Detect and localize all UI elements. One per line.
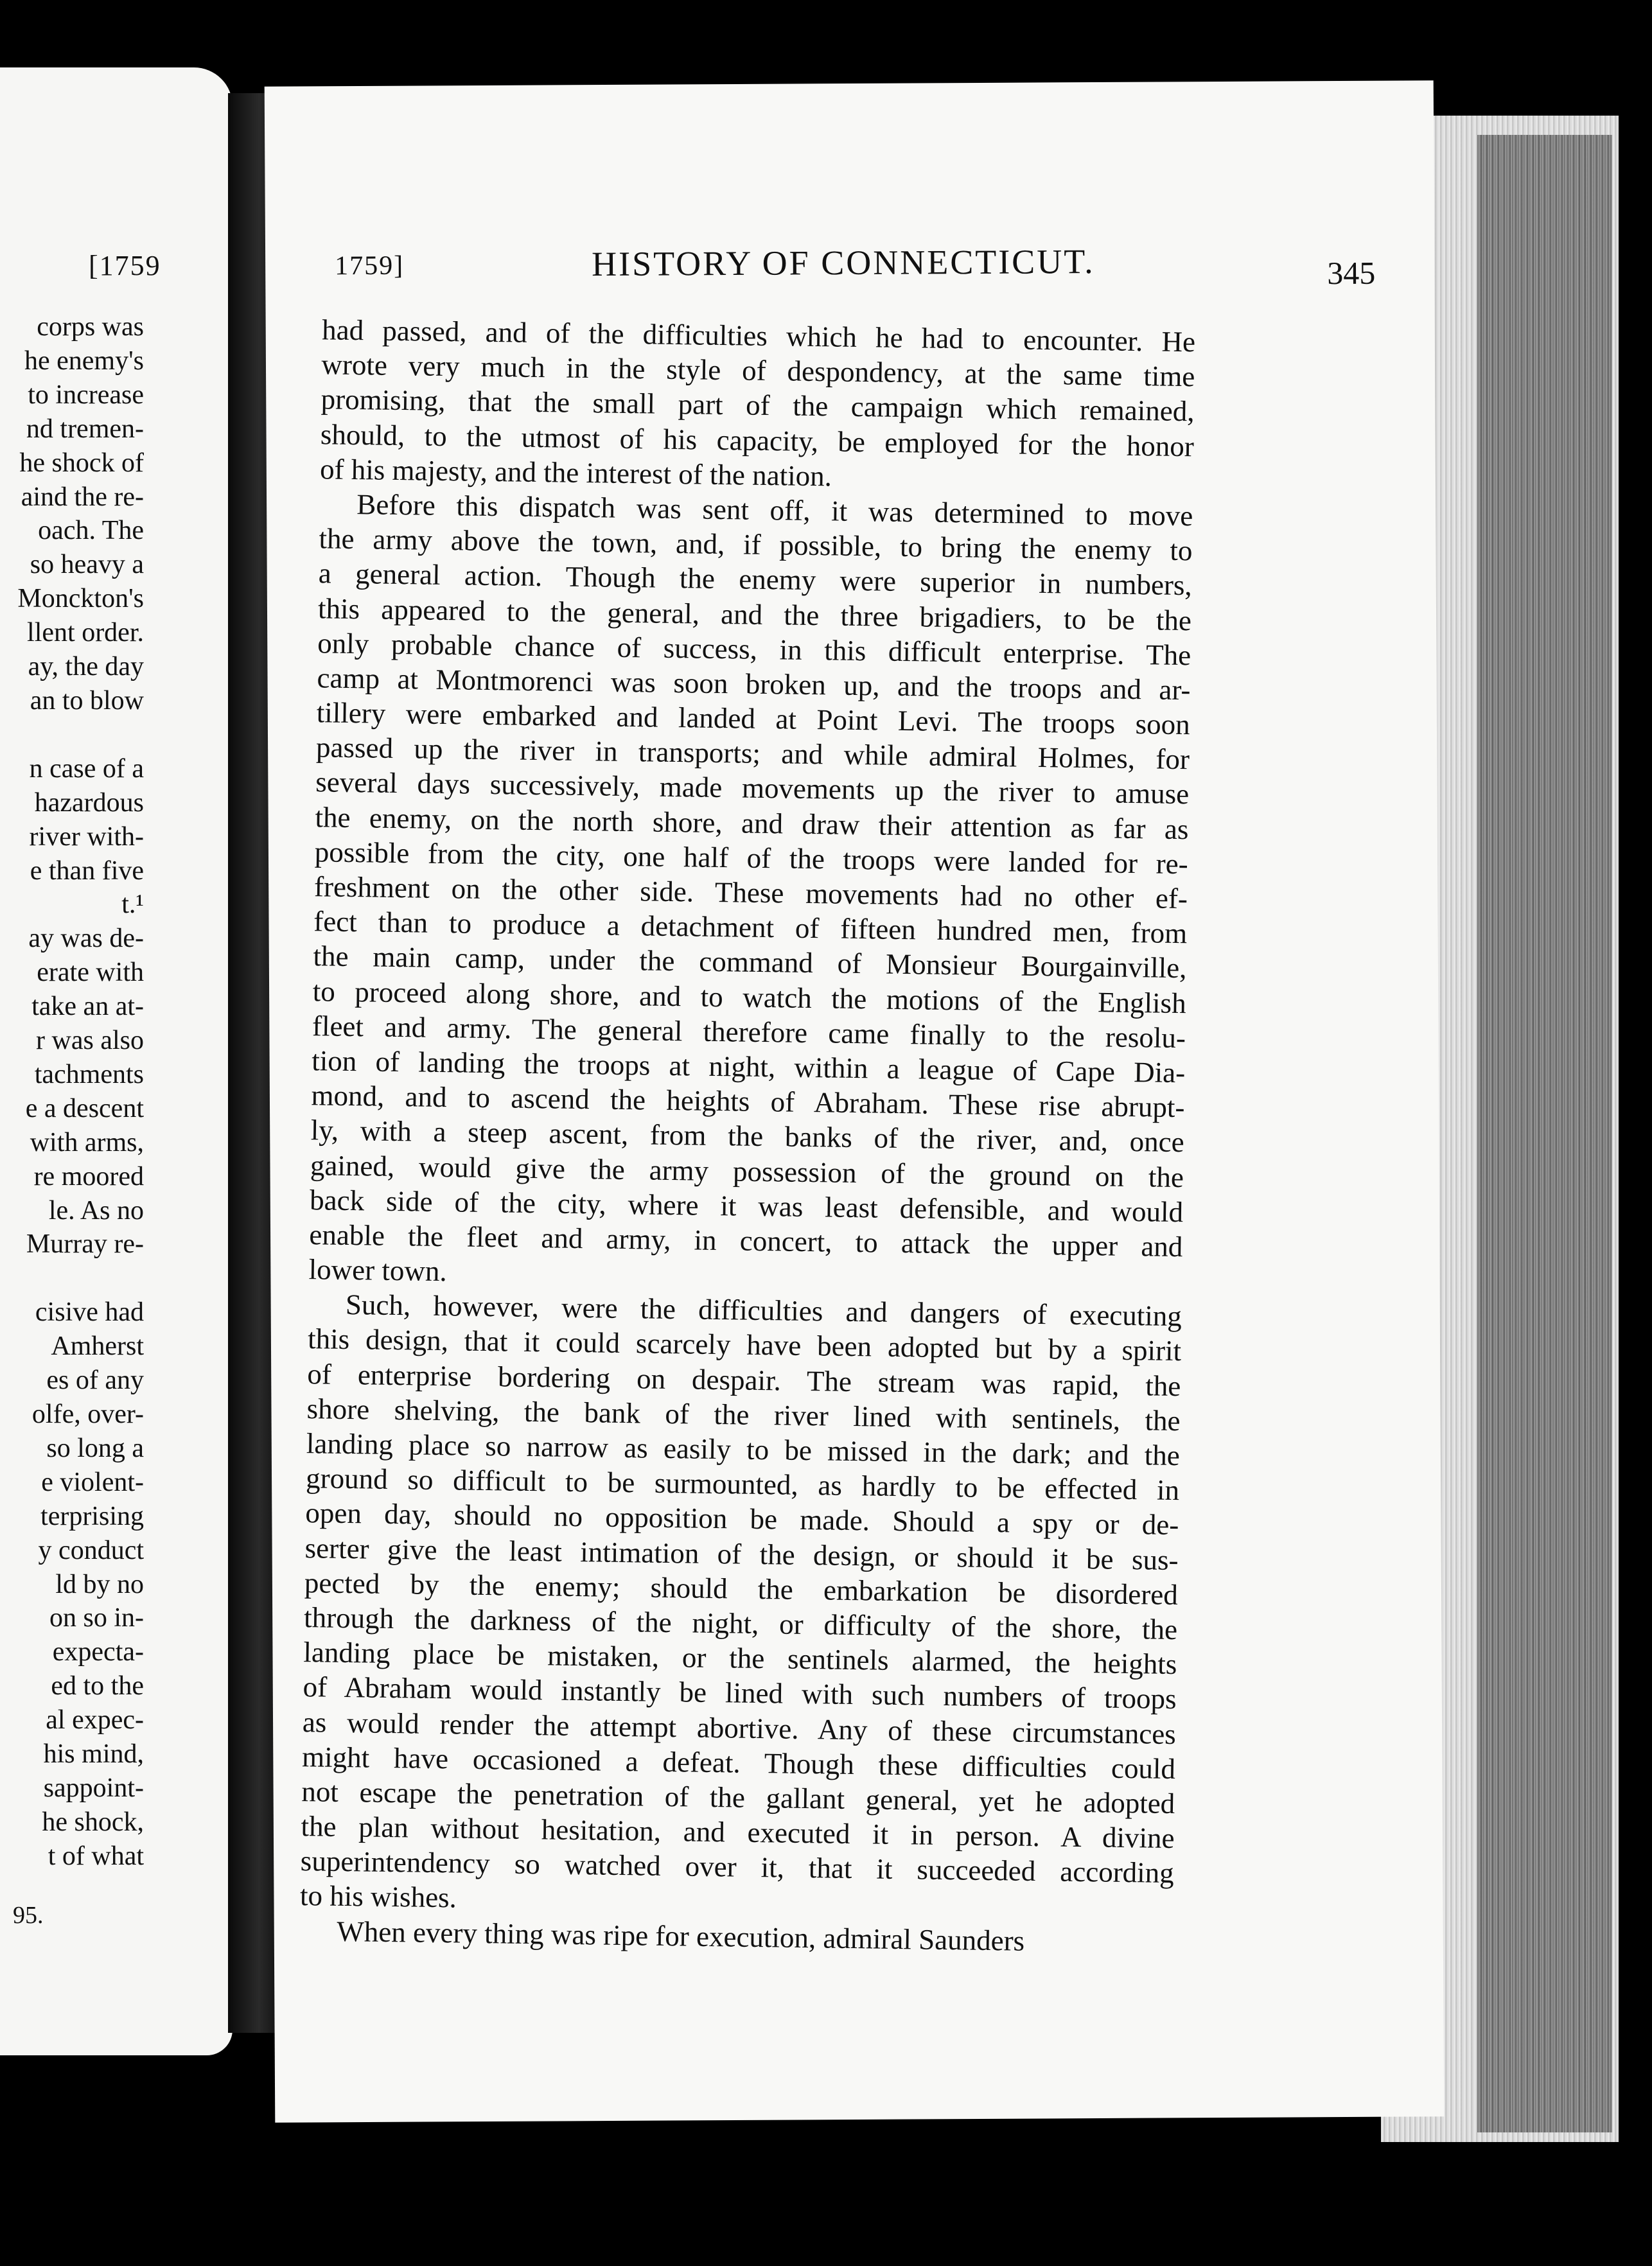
text-line: superintendency so watched over it, that it succeeded according <box>300 1845 1175 1890</box>
text-line: tion of landing the troops at night, within a league of Cape Dia- <box>311 1044 1186 1089</box>
left-text-line: oach. The <box>38 516 144 546</box>
left-text-line: tachments <box>34 1059 144 1089</box>
left-text-line: e than five <box>30 856 144 886</box>
text-line: freshment on the other side. These movements had no other ef- <box>313 870 1188 915</box>
left-text-line: r was also <box>36 1026 144 1056</box>
text-line: pected by the enemy; should the embarkation be disordered <box>304 1566 1179 1611</box>
text-line: wrote very much in the style of despondency, at the same time <box>321 348 1195 393</box>
text-line: the main camp, under the command of Monsieur Bourgainville, <box>313 940 1187 985</box>
left-text-line: aind the re- <box>21 482 144 512</box>
left-text-line: n case of a <box>29 753 144 784</box>
text-line: shore shelving, the bank of the river lined with sentinels, the <box>306 1392 1181 1437</box>
text-line: as would render the attempt abortive. Any of these circumstances <box>302 1705 1177 1750</box>
text-line: fect than to produce a detachment of fifteen hundred men, from <box>313 905 1188 950</box>
left-text-line: he shock, <box>42 1807 144 1837</box>
text-line: passed up the river in transports; and while admiral Holmes, for <box>315 731 1190 776</box>
text-line: When every thing was ripe for execution, admiral Saunders <box>337 1915 1025 1957</box>
left-text-line <box>17 1261 144 1295</box>
text-line: fleet and army. The general therefore came finally to the resolu- <box>312 1009 1186 1054</box>
left-text-line: e violent- <box>41 1467 144 1497</box>
text-line: of his majesty, and the interest of the nation. <box>319 453 832 493</box>
left-text-line: ay, the day <box>28 652 144 682</box>
running-head-title: HISTORY OF CONNECTICUT. <box>592 242 1095 284</box>
left-text-line: Murray re- <box>26 1229 144 1260</box>
text-line: to his wishes. <box>299 1879 457 1914</box>
text-line: only probable chance of success, in this difficult enterprise. The <box>317 626 1191 671</box>
left-facing-page <box>0 67 233 2055</box>
text-line: mond, and to ascend the heights of Abraham. These rise abrupt- <box>311 1079 1185 1124</box>
text-line: had passed, and of the difficulties which he had to encounter. He <box>321 313 1196 358</box>
text-line: this appeared to the general, and the three brigadiers, to be the <box>317 592 1192 637</box>
left-text-line: y conduct <box>38 1535 144 1565</box>
text-line: enable the fleet and army, in concert, to attack the upper and <box>309 1218 1183 1263</box>
text-line: Before this dispatch was sent off, it was determined to move <box>356 488 1193 532</box>
text-line: not escape the penetration of the gallant general, yet he adopted <box>301 1775 1175 1820</box>
left-text-line: sappoint- <box>43 1773 144 1803</box>
text-line: open day, should no opposition be made. Should a spy or de- <box>305 1497 1179 1541</box>
text-line: gained, would give the army possession of the ground on the <box>310 1148 1184 1193</box>
left-running-head: [1759 <box>89 250 161 281</box>
text-line: of Abraham would instantly be lined with such numbers of troops <box>303 1671 1177 1716</box>
left-text-line: river with- <box>29 821 144 852</box>
left-text-line: re moored <box>33 1161 144 1191</box>
left-text-line: Monckton's <box>17 584 144 614</box>
left-text-line: on so in- <box>49 1603 144 1633</box>
left-text-line: he shock of <box>19 448 144 478</box>
left-text-line: his mind, <box>43 1739 144 1770</box>
text-line: Such, however, were the difficulties and dangers of executing <box>345 1288 1182 1333</box>
text-line: the enemy, on the north shore, and draw their attention as far as <box>315 800 1189 845</box>
left-footnote: 95. <box>13 1902 44 1929</box>
text-line: lower town. <box>308 1253 448 1288</box>
left-text-line: es of any <box>46 1366 144 1396</box>
left-text-line: t.¹ <box>121 890 144 920</box>
text-line: a general action. Though the enemy were superior in numbers, <box>318 557 1193 602</box>
left-text-line: corps was <box>37 312 144 342</box>
left-text-line <box>17 718 144 752</box>
left-text-line: llent order. <box>27 618 144 648</box>
left-text-line: expecta- <box>52 1637 144 1667</box>
text-line: several days successively, made movements up the river to amuse <box>315 766 1190 811</box>
text-line: promising, that the small part of the campaign which remained, <box>321 383 1195 428</box>
main-page <box>265 80 1445 2122</box>
text-line: to proceed along shore, and to watch the motions of the English <box>312 974 1187 1019</box>
left-text-line: le. As no <box>48 1195 144 1225</box>
left-text-line: with arms, <box>30 1127 144 1157</box>
left-text-line: cisive had <box>35 1297 144 1328</box>
running-head <box>335 240 1375 290</box>
text-line: the army above the town, and, if possible, to bring the enemy to <box>319 522 1193 567</box>
body-text <box>299 312 1388 1963</box>
text-line: possible from the city, one half of the troops were landed for re- <box>314 836 1189 881</box>
text-line: tillery were embarked and landed at Point Levi. The troops soon <box>316 696 1191 741</box>
text-line: through the darkness of the night, or difficulty of the shore, the <box>303 1601 1178 1646</box>
left-text-line: so heavy a <box>30 550 144 580</box>
left-text-line: to increase <box>28 380 144 410</box>
left-page-text <box>17 310 144 1874</box>
text-line: ly, with a steep ascent, from the banks of the river, and, once <box>310 1114 1184 1159</box>
left-text-line: al expec- <box>46 1705 144 1735</box>
left-text-line: ed to the <box>51 1671 144 1701</box>
left-text-line: take an at- <box>31 992 144 1022</box>
page-edges-shadow <box>1477 135 1612 2132</box>
left-text-line: terprising <box>40 1501 144 1531</box>
text-line: camp at Montmorenci was soon broken up, and the troops and ar- <box>317 662 1191 707</box>
text-line: this design, that it could scarcely have been adopted but by a spirit <box>307 1322 1182 1367</box>
left-text-line: e a descent <box>25 1093 144 1123</box>
text-line: the plan without hesitation, and executed it in person. A divine <box>301 1810 1175 1855</box>
left-text-line: Amherst <box>51 1331 144 1362</box>
text-line: landing place so narrow as easily to be missed in the dark; and the <box>306 1427 1181 1472</box>
text-line: back side of the city, where it was least defensible, and would <box>309 1183 1184 1228</box>
left-text-line: ld by no <box>55 1569 144 1599</box>
text-line: ground so difficult to be surmounted, as hardly to be effected in <box>305 1462 1180 1507</box>
page-number: 345 <box>1327 254 1376 292</box>
left-text-line: erate with <box>37 958 144 988</box>
left-text-line: he enemy's <box>24 346 144 376</box>
left-text-line: nd tremen- <box>26 414 144 444</box>
left-text-line: an to blow <box>30 685 144 716</box>
text-line: serter give the least intimation of the design, or should it be sus- <box>304 1531 1179 1576</box>
left-text-line: ay was de- <box>28 924 144 954</box>
text-line: landing place be mistaken, or the sentinels alarmed, the heights <box>303 1636 1177 1681</box>
text-line: might have occasioned a defeat. Though these difficulties could <box>301 1740 1176 1785</box>
left-text-line: so long a <box>46 1433 144 1463</box>
text-line: of enterprise bordering on despair. The stream was rapid, the <box>307 1357 1181 1402</box>
left-text-line: hazardous <box>34 787 144 818</box>
left-text-line: olfe, over- <box>31 1400 144 1429</box>
running-head-year: 1759] <box>335 250 405 281</box>
left-text-line: t of what <box>48 1841 144 1871</box>
text-line: should, to the utmost of his capacity, be employed for the honor <box>320 417 1195 462</box>
